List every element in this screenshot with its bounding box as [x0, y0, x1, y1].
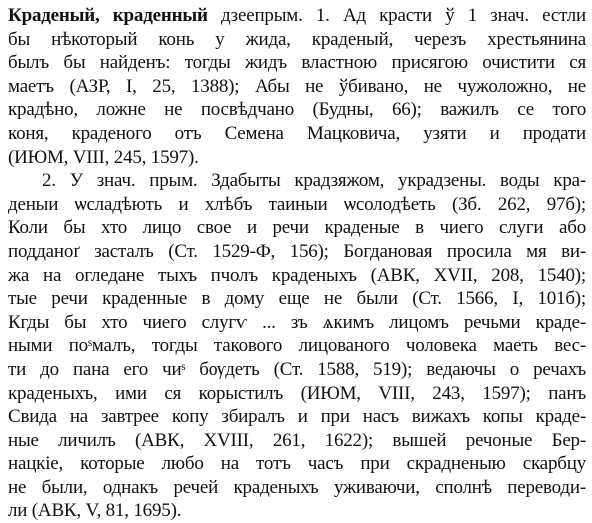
p2-line-8: ными поˢмалъ, тогды такового лицованого чоловека маеть вес-: [8, 335, 586, 357]
p1-line-7: (ИЮМ, VIII, 245, 1597).: [8, 146, 199, 168]
p2-line-4: подданоґ засталъ (Ст. 1529-Ф, 156); Богдановая просила мя ви-: [8, 240, 586, 262]
p1-line-5: крадѣно, ложне не посвѣдчано (Будны, 66); важилъ се того: [8, 99, 586, 121]
p2-line-13: нацкіе, которые любо на тотъ часъ при скрадненыю скарбцу: [8, 453, 586, 475]
p2-line-15: ли (АВК, V, 81, 1695).: [8, 500, 182, 522]
p2-line-10: краденыхъ, ими ся корыстилъ (ИЮМ, VIII, 243, 1597); панъ: [8, 382, 586, 404]
entry-line-1: [8, 4, 586, 28]
headword: Краденый, краденный: [8, 5, 208, 26]
p1-line-2: бы нѣкоторый конь у жида, краденый, черезъ хрестьянина: [8, 28, 586, 50]
p2-line-6: тые речи краденные в дому еще не были (Ст. 1566, I, 101б);: [8, 288, 586, 310]
p1-line-1: дзеепрым. 1. Ад красти ў 1 знач. естли: [220, 5, 586, 26]
p2-line-5: жа на огледане тыхъ пчолъ краденыхъ (АВК, XVII, 208, 1540);: [8, 264, 586, 286]
p1-line-6: коня, краденого отъ Семена Мацковича, узяти и продати: [8, 122, 586, 144]
p2-line-14: не были, однакъ речей краденыхъ уживаючи, сполнѣ переводи-: [8, 476, 586, 498]
p2-line-11: Свида на завтрее копу збиралъ и при насъ вижахъ копы краде-: [8, 406, 586, 428]
p1-line-4: маетъ (АЗР, I, 25, 1388); Абы не ўбивано, не чужоложно, не: [8, 75, 586, 97]
p2-line-12: ные личилъ (АВК, XVIII, 261, 1622); вышей речоные Бер-: [8, 429, 586, 451]
p2-line-3: Коли бы хто лицо свое и речи краденые в чиего слуги або: [8, 217, 586, 239]
p1-line-3: былъ бы найденъ: тогды жидъ властною присягою очистити ся: [8, 52, 586, 74]
p2-line-1: 2. У знач. прым. Здабыты крадзяжом, украдзены. воды кра-: [42, 170, 586, 192]
p2-line-7: Кгды бы хто чиего слугѵ ... зъ ѧкимъ лицомъ речьми краде-: [8, 311, 586, 333]
p2-line-9: ти до пана его чиˢ бѹдеть (Ст. 1588, 519); ведаючы о речахъ: [8, 358, 586, 380]
p2-line-2: деныи ѡсладѣють и хлѣбъ таиныи ѡсолодѣеть (Зб. 262, 97б);: [8, 193, 586, 215]
